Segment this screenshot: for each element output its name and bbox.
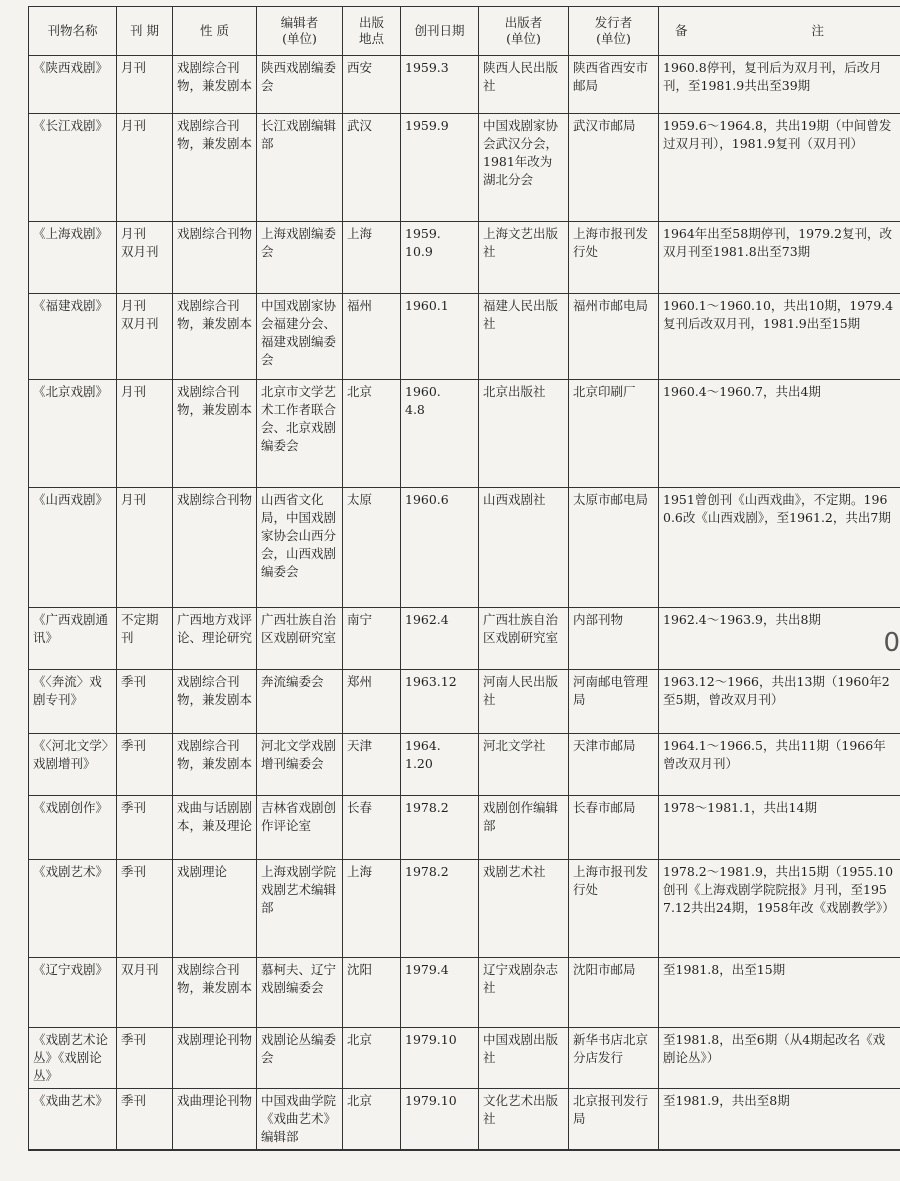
cell-period: 季刊 <box>117 1028 173 1089</box>
cell-remarks: 1963.12～1966，共出13期（1960年2至5期，曾改双月刊） <box>659 670 900 734</box>
cell-editor: 山西省文化局，中国戏剧家协会山西分会，山西戏剧编委会 <box>257 488 343 608</box>
cell-editor: 戏剧论丛编委会 <box>257 1028 343 1089</box>
table-row <box>29 488 900 608</box>
cell-period: 季刊 <box>117 670 173 734</box>
margin-mark: 0 <box>883 628 900 658</box>
cell-publisher: 山西戏剧社 <box>479 488 569 608</box>
cell-nature: 戏剧综合刊物 <box>173 488 257 608</box>
table-row <box>29 670 900 734</box>
header-name: 刊物名称 <box>29 7 117 56</box>
cell-distributor: 上海市报刊发行处 <box>569 860 659 958</box>
cell-name: 《〈奔流〉戏剧专刊》 <box>29 670 117 734</box>
table-body <box>29 56 900 1151</box>
cell-remarks: 至1981.9，共出至8期 <box>659 1089 900 1151</box>
table-row <box>29 294 900 380</box>
table-row <box>29 860 900 958</box>
cell-name: 《陕西戏剧》 <box>29 56 117 114</box>
cell-place: 武汉 <box>343 114 401 222</box>
cell-publisher: 戏剧艺术社 <box>479 860 569 958</box>
cell-editor: 奔流编委会 <box>257 670 343 734</box>
cell-founded: 1978.2 <box>401 860 479 958</box>
cell-publisher: 中国戏剧出版社 <box>479 1028 569 1089</box>
cell-place: 上海 <box>343 860 401 958</box>
cell-distributor: 福州市邮电局 <box>569 294 659 380</box>
cell-distributor: 新华书店北京分店发行 <box>569 1028 659 1089</box>
cell-period: 季刊 <box>117 734 173 796</box>
cell-nature: 戏剧理论刊物 <box>173 1028 257 1089</box>
cell-publisher: 中国戏剧家协会武汉分会，1981年改为湖北分会 <box>479 114 569 222</box>
cell-place: 太原 <box>343 488 401 608</box>
cell-founded: 1979.10 <box>401 1089 479 1151</box>
cell-publisher: 戏剧创作编辑部 <box>479 796 569 860</box>
cell-distributor: 上海市报刊发行处 <box>569 222 659 294</box>
cell-nature: 戏剧综合刊物，兼发剧本 <box>173 670 257 734</box>
cell-period: 不定期刊 <box>117 608 173 670</box>
cell-nature: 戏剧综合刊物，兼发剧本 <box>173 294 257 380</box>
cell-founded: 1959. 10.9 <box>401 222 479 294</box>
cell-publisher: 河北文学社 <box>479 734 569 796</box>
cell-remarks: 至1981.8，出至6期（从4期起改名《戏剧论丛》） <box>659 1028 900 1089</box>
cell-distributor: 北京印刷厂 <box>569 380 659 488</box>
cell-name: 《戏曲艺术》 <box>29 1089 117 1151</box>
cell-period: 月刊 双月刊 <box>117 222 173 294</box>
cell-publisher: 陕西人民出版社 <box>479 56 569 114</box>
table-row <box>29 380 900 488</box>
cell-place: 北京 <box>343 1028 401 1089</box>
periodicals-table <box>28 6 900 1151</box>
header-nature: 性 质 <box>173 7 257 56</box>
cell-remarks: 1960.1～1960.10，共出10期，1979.4复刊后改双月刊，1981.9出至15期 <box>659 294 900 380</box>
cell-place: 上海 <box>343 222 401 294</box>
cell-founded: 1978.2 <box>401 796 479 860</box>
cell-remarks: 1964.1～1966.5，共出11期（1966年曾改双月刊） <box>659 734 900 796</box>
cell-remarks: 1959.6～1964.8，共出19期（中间曾发过双月刊），1981.9复刊（双月刊） <box>659 114 900 222</box>
cell-name: 《长江戏剧》 <box>29 114 117 222</box>
table-row <box>29 56 900 114</box>
cell-name: 《辽宁戏剧》 <box>29 958 117 1028</box>
cell-publisher: 广西壮族自治区戏剧研究室 <box>479 608 569 670</box>
cell-name: 《北京戏剧》 <box>29 380 117 488</box>
table-row <box>29 734 900 796</box>
cell-editor: 上海戏剧编委会 <box>257 222 343 294</box>
header-founded: 创刊日期 <box>401 7 479 56</box>
cell-publisher: 福建人民出版社 <box>479 294 569 380</box>
table-row <box>29 796 900 860</box>
cell-founded: 1960.6 <box>401 488 479 608</box>
cell-distributor: 内部刊物 <box>569 608 659 670</box>
cell-period: 月刊 <box>117 488 173 608</box>
cell-founded: 1959.3 <box>401 56 479 114</box>
cell-founded: 1963.12 <box>401 670 479 734</box>
cell-distributor: 沈阳市邮局 <box>569 958 659 1028</box>
cell-place: 天津 <box>343 734 401 796</box>
cell-nature: 广西地方戏评论、理论研究 <box>173 608 257 670</box>
cell-distributor: 武汉市邮局 <box>569 114 659 222</box>
cell-founded: 1959.9 <box>401 114 479 222</box>
cell-editor: 上海戏剧学院戏剧艺术编辑部 <box>257 860 343 958</box>
cell-period: 月刊 <box>117 56 173 114</box>
cell-distributor: 太原市邮电局 <box>569 488 659 608</box>
cell-nature: 戏剧综合刊物，兼发剧本 <box>173 114 257 222</box>
cell-nature: 戏剧综合刊物 <box>173 222 257 294</box>
cell-editor: 吉林省戏剧创作评论室 <box>257 796 343 860</box>
header-place: 出版 地点 <box>343 7 401 56</box>
cell-name: 《广西戏剧通讯》 <box>29 608 117 670</box>
cell-publisher: 北京出版社 <box>479 380 569 488</box>
cell-founded: 1960. 4.8 <box>401 380 479 488</box>
cell-name: 《福建戏剧》 <box>29 294 117 380</box>
cell-place: 郑州 <box>343 670 401 734</box>
cell-period: 季刊 <box>117 1089 173 1151</box>
cell-remarks: 1960.4～1960.7，共出4期 <box>659 380 900 488</box>
cell-place: 沈阳 <box>343 958 401 1028</box>
cell-place: 南宁 <box>343 608 401 670</box>
cell-distributor: 陕西省西安市邮局 <box>569 56 659 114</box>
cell-nature: 戏剧综合刊物，兼发剧本 <box>173 958 257 1028</box>
table-row <box>29 114 900 222</box>
cell-editor: 河北文学戏剧增刊编委会 <box>257 734 343 796</box>
header-distributor: 发行者 (单位) <box>569 7 659 56</box>
cell-editor: 陕西戏剧编委会 <box>257 56 343 114</box>
cell-name: 《〈河北文学〉戏剧增刊》 <box>29 734 117 796</box>
cell-nature: 戏剧综合刊物，兼发剧本 <box>173 734 257 796</box>
cell-place: 长春 <box>343 796 401 860</box>
cell-founded: 1962.4 <box>401 608 479 670</box>
cell-remarks: 1964年出至58期停刊，1979.2复刊，改双月刊至1981.8出至73期 <box>659 222 900 294</box>
cell-remarks: 1962.4～1963.9，共出8期 <box>659 608 900 670</box>
cell-editor: 广西壮族自治区戏剧研究室 <box>257 608 343 670</box>
cell-editor: 中国戏曲学院《戏曲艺术》编辑部 <box>257 1089 343 1151</box>
header-publisher: 出版者 (单位) <box>479 7 569 56</box>
cell-nature: 戏曲理论刊物 <box>173 1089 257 1151</box>
cell-place: 北京 <box>343 380 401 488</box>
cell-founded: 1979.10 <box>401 1028 479 1089</box>
cell-nature: 戏剧综合刊物，兼发剧本 <box>173 380 257 488</box>
cell-place: 西安 <box>343 56 401 114</box>
table-row <box>29 608 900 670</box>
cell-distributor: 天津市邮局 <box>569 734 659 796</box>
header-row <box>29 7 900 56</box>
cell-remarks: 1978～1981.1，共出14期 <box>659 796 900 860</box>
table-row <box>29 958 900 1028</box>
cell-period: 月刊 <box>117 114 173 222</box>
cell-place: 福州 <box>343 294 401 380</box>
cell-editor: 北京市文学艺术工作者联合会、北京戏剧编委会 <box>257 380 343 488</box>
cell-founded: 1979.4 <box>401 958 479 1028</box>
cell-publisher: 河南人民出版社 <box>479 670 569 734</box>
table-row <box>29 1089 900 1151</box>
cell-remarks: 1960.8停刊，复刊后为双月刊，后改月刊，至1981.9共出至39期 <box>659 56 900 114</box>
cell-distributor: 河南邮电管理局 <box>569 670 659 734</box>
cell-name: 《戏剧艺术论丛》《戏剧论丛》 <box>29 1028 117 1089</box>
header-editor: 编辑者 (单位) <box>257 7 343 56</box>
cell-period: 月刊 双月刊 <box>117 294 173 380</box>
cell-publisher: 辽宁戏剧杂志社 <box>479 958 569 1028</box>
cell-nature: 戏曲与话剧剧本，兼及理论 <box>173 796 257 860</box>
cell-nature: 戏剧理论 <box>173 860 257 958</box>
cell-editor: 中国戏剧家协会福建分会、福建戏剧编委会 <box>257 294 343 380</box>
cell-founded: 1960.1 <box>401 294 479 380</box>
cell-period: 季刊 <box>117 860 173 958</box>
cell-remarks: 1951曾创刊《山西戏曲》，不定期。1960.6改《山西戏剧》，至1961.2，共出7期 <box>659 488 900 608</box>
cell-name: 《上海戏剧》 <box>29 222 117 294</box>
cell-period: 季刊 <box>117 796 173 860</box>
cell-name: 《山西戏剧》 <box>29 488 117 608</box>
header-remarks: 备 注 <box>659 7 900 56</box>
cell-name: 《戏剧艺术》 <box>29 860 117 958</box>
cell-period: 双月刊 <box>117 958 173 1028</box>
cell-nature: 戏剧综合刊物，兼发剧本 <box>173 56 257 114</box>
cell-name: 《戏剧创作》 <box>29 796 117 860</box>
cell-publisher: 上海文艺出版社 <box>479 222 569 294</box>
table-row <box>29 222 900 294</box>
cell-remarks: 1978.2～1981.9，共出15期（1955.10创刊《上海戏剧学院院报》月刊，至1957.12共出24期，1958年改《戏剧教学》） <box>659 860 900 958</box>
table-row <box>29 1028 900 1089</box>
cell-remarks: 至1981.8，出至15期 <box>659 958 900 1028</box>
cell-founded: 1964. 1.20 <box>401 734 479 796</box>
cell-publisher: 文化艺术出版社 <box>479 1089 569 1151</box>
header-period: 刊 期 <box>117 7 173 56</box>
cell-distributor: 长春市邮局 <box>569 796 659 860</box>
cell-place: 北京 <box>343 1089 401 1151</box>
cell-editor: 长江戏剧编辑部 <box>257 114 343 222</box>
cell-editor: 慕柯夫、辽宁戏剧编委会 <box>257 958 343 1028</box>
cell-distributor: 北京报刊发行局 <box>569 1089 659 1151</box>
cell-period: 月刊 <box>117 380 173 488</box>
